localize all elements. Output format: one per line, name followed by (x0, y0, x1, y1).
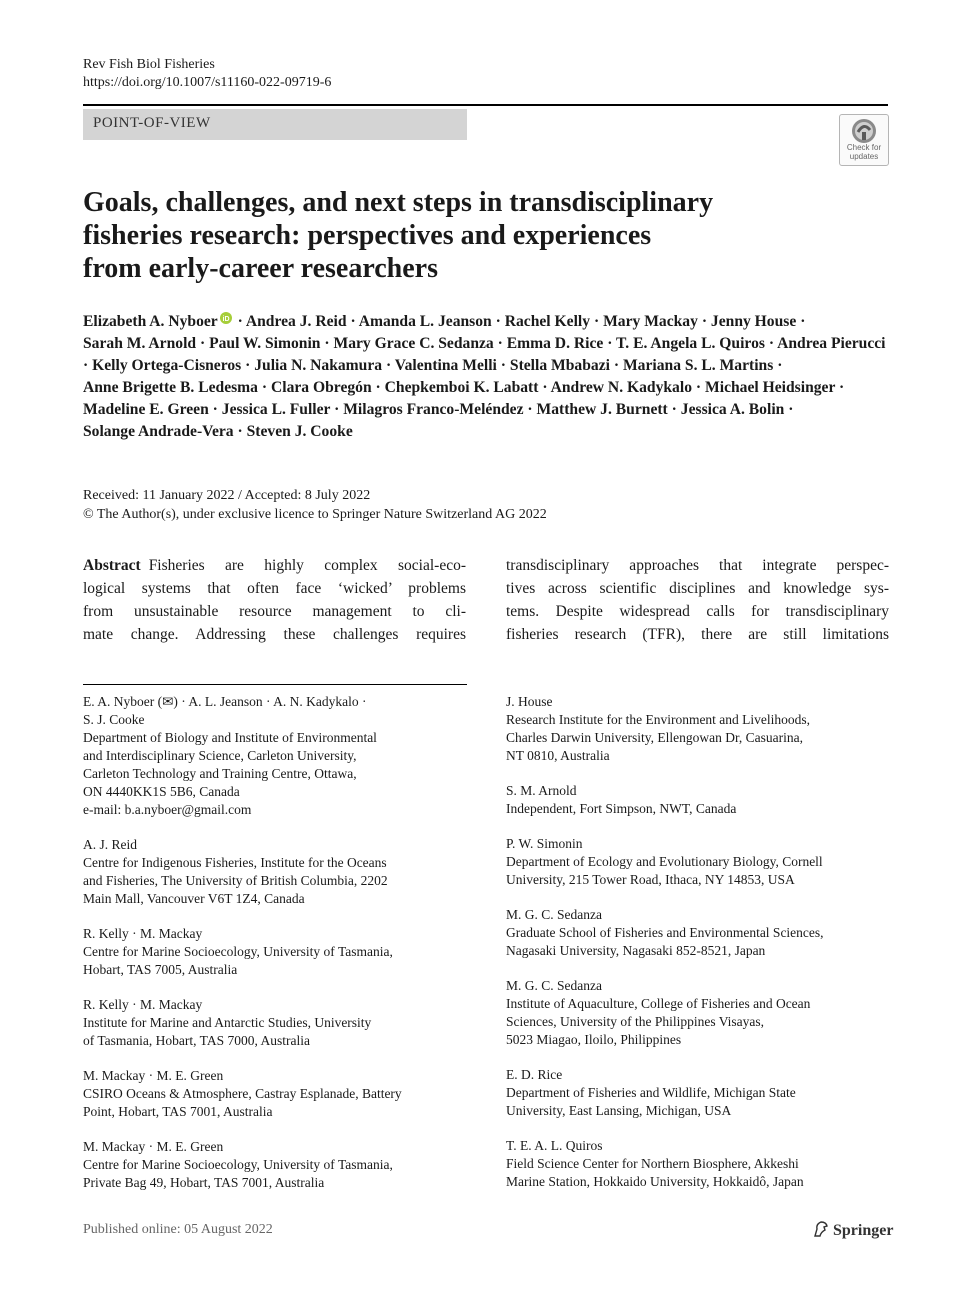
author-name[interactable]: Rachel Kelly (504, 313, 591, 330)
author-name[interactable]: Mary Grace C. Sedanza (333, 335, 494, 352)
author-name[interactable]: Anne Brigette B. Ledesma (83, 379, 258, 396)
author-name[interactable]: Kelly Ortega-Cisneros (92, 357, 242, 374)
affiliation-line: Main Mall, Vancouver V6T 1Z4, Canada (83, 891, 305, 906)
author-separator: · (497, 335, 503, 352)
author-name[interactable]: Paul W. Simonin (209, 335, 321, 352)
affiliation-line: Department of Fisheries and Wildlife, Michigan State (506, 1085, 796, 1100)
affiliation-block (506, 782, 896, 818)
author-name[interactable]: Elizabeth A. Nyboer (83, 313, 218, 330)
affiliation-block (83, 996, 473, 1050)
affiliation-block (506, 835, 896, 889)
affiliation-line: Marine Station, Hokkaido University, Hokkaidô, Japan (506, 1174, 804, 1189)
springer-horse-icon (812, 1220, 830, 1238)
author-name[interactable]: Andrew N. Kadykalo (550, 379, 692, 396)
affiliation-line: Charles Darwin University, Ellengowan Dr, Casuarina, (506, 730, 804, 745)
affiliation-line: Sciences, University of the Philippines Visayas, (506, 1014, 765, 1029)
affiliation-line: Institute of Aquaculture, College of Fisheries and Ocean (506, 996, 811, 1011)
title-line-2: fisheries research: perspectives and experiences (83, 220, 652, 251)
affiliation-block (83, 925, 473, 979)
affiliations-right (506, 693, 896, 1208)
affiliation-authors: A. J. Reid (83, 837, 137, 852)
affiliation-line: Department of Biology and Institute of Environmental (83, 730, 377, 745)
author-name[interactable]: Emma D. Rice (506, 335, 604, 352)
affiliation-line: University, 215 Tower Road, Ithaca, NY 14853, USA (506, 872, 795, 887)
affiliation-authors: M. Mackay · M. E. Green (83, 1139, 224, 1154)
author-separator: · (695, 379, 702, 396)
check-for-updates-badge[interactable] (839, 114, 889, 166)
author-name[interactable]: Clara Obregón (271, 379, 372, 396)
affiliation-line: Point, Hobart, TAS 7001, Australia (83, 1104, 273, 1119)
affiliation-line: ON 4440KK1S 5B6, Canada (83, 784, 240, 799)
article-title (83, 186, 783, 285)
author-name[interactable]: Valentina Melli (394, 357, 497, 374)
author-separator: · (237, 423, 243, 440)
affiliation-line: NT 0810, Australia (506, 748, 610, 763)
doi-link[interactable]: https://doi.org/10.1007/s11160-022-09719-6 (83, 75, 332, 90)
abstract-heading: Abstract (83, 557, 141, 574)
author-separator: · (777, 357, 783, 374)
author-separator: · (800, 313, 806, 330)
affiliation-line: and Interdisciplinary Science, Carleton University, (83, 748, 357, 763)
affiliation-line: of Tasmania, Hobart, TAS 7000, Australia (83, 1033, 310, 1048)
author-name[interactable]: Michael Heidsinger (705, 379, 836, 396)
author-separator: · (350, 313, 356, 330)
author-name[interactable]: Amanda L. Jeanson (358, 313, 492, 330)
affiliation-authors: R. Kelly · M. Mackay (83, 926, 203, 941)
affiliation-line: Centre for Indigenous Fisheries, Institute for the Oceans (83, 855, 387, 870)
affiliation-line: Independent, Fort Simpson, NWT, Canada (506, 801, 737, 816)
affiliation-block (506, 1066, 896, 1120)
affiliation-line: Centre for Marine Socioecology, University of Tasmania, (83, 1157, 393, 1172)
affiliation-authors: M. Mackay · M. E. Green (83, 1068, 224, 1083)
publisher-name: Springer (833, 1222, 894, 1239)
affiliation-line: Carleton Technology and Training Centre, Ottawa, (83, 766, 357, 781)
affiliation-authors: M. G. C. Sedanza (506, 978, 602, 993)
affiliations-left (83, 693, 473, 1209)
title-line-3: from early-career researchers (83, 253, 439, 284)
author-separator: · (593, 313, 600, 330)
author-name[interactable]: Andrea Pierucci (777, 335, 886, 352)
author-name[interactable]: T. E. Angela L. Quiros (616, 335, 765, 352)
affiliation-line: Graduate School of Fisheries and Environmental Sciences, (506, 925, 824, 940)
author-separator: · (613, 357, 620, 374)
abstract-line: transdisciplinary approaches that integrate perspec- (506, 557, 889, 574)
author-separator: · (334, 401, 340, 418)
affiliation-block (506, 977, 896, 1049)
abstract-line: tems. Despite widespread calls for transdisciplinary (506, 603, 889, 620)
check-updates-line1: Check for (846, 143, 882, 152)
author-name[interactable]: Steven J. Cooke (246, 423, 353, 440)
check-updates-line2: updates (849, 152, 879, 161)
affiliation-block (83, 836, 473, 908)
author-separator: · (788, 401, 794, 418)
author-separator: · (261, 379, 268, 396)
author-name[interactable]: Jessica L. Fuller (221, 401, 331, 418)
author-separator: · (768, 335, 775, 352)
abstract-line: mate change. Addressing these challenges requires (83, 626, 466, 643)
author-separator: · (375, 379, 381, 396)
affiliation-authors: E. A. Nyboer (✉) · A. L. Jeanson · A. N. Kadykalo · (83, 694, 367, 709)
affiliation-authors: E. D. Rice (506, 1067, 563, 1082)
author-name[interactable]: Mary Mackay (603, 313, 698, 330)
affiliation-block (83, 693, 473, 819)
author-separator: · (237, 313, 243, 330)
affiliation-line: and Fisheries, The University of British Columbia, 2202 (83, 873, 388, 888)
affiliation-line: CSIRO Oceans & Atmosphere, Castray Esplanade, Battery (83, 1086, 402, 1101)
author-name[interactable]: Jessica A. Bolin (680, 401, 785, 418)
author-separator: · (671, 401, 677, 418)
affiliation-authors: M. G. C. Sedanza (506, 907, 602, 922)
author-separator: · (500, 357, 506, 374)
affiliation-line: 5023 Miagao, Iloilo, Philippines (506, 1032, 682, 1047)
author-separator: · (245, 357, 251, 374)
affiliation-authors: T. E. A. L. Quiros (506, 1138, 603, 1153)
affiliation-block (506, 693, 896, 765)
check-updates-icon (851, 118, 877, 144)
email-address[interactable]: e-mail: b.a.nyboer@gmail.com (83, 802, 252, 817)
affiliation-line: Hobart, TAS 7005, Australia (83, 962, 238, 977)
affiliation-block (83, 1138, 473, 1192)
published-date: Published online: 05 August 2022 (83, 1222, 273, 1237)
affiliation-line: Centre for Marine Socioecology, University of Tasmania, (83, 944, 393, 959)
author-name[interactable]: Mariana S. L. Martins (622, 357, 774, 374)
author-separator: · (83, 357, 89, 374)
article-type-banner (83, 109, 467, 140)
author-separator: · (839, 379, 845, 396)
author-name[interactable]: Andrea J. Reid (245, 313, 347, 330)
affiliation-line: Private Bag 49, Hobart, TAS 7001, Australia (83, 1175, 325, 1190)
author-separator: · (385, 357, 392, 374)
affiliation-authors: S. J. Cooke (83, 712, 145, 727)
author-list (83, 311, 893, 443)
affiliation-block (506, 906, 896, 960)
author-name[interactable]: Sarah M. Arnold (83, 335, 197, 352)
author-name[interactable]: Solange Andrade-Vera (83, 423, 234, 440)
affiliation-authors: R. Kelly · M. Mackay (83, 997, 203, 1012)
affiliation-line: Nagasaki University, Nagasaki 852-8521, Japan (506, 943, 766, 958)
affiliation-block (83, 1067, 473, 1121)
author-name[interactable]: Jenny House (710, 313, 797, 330)
affiliation-line: University, East Lansing, Michigan, USA (506, 1103, 732, 1118)
affiliation-authors: J. House (506, 694, 553, 709)
author-name[interactable]: Chepkemboi K. Labatt (384, 379, 539, 396)
author-name[interactable]: Milagros Franco-Meléndez (343, 401, 524, 418)
abstract-line: tives across scientific disciplines and knowledge sys- (506, 580, 889, 597)
abstract-line: from unsustainable resource management to cli- (83, 603, 466, 620)
dates-block (83, 486, 547, 524)
author-name[interactable]: Matthew J. Burnett (536, 401, 668, 418)
title-line-1: Goals, challenges, and next steps in transdisciplinary (83, 187, 714, 218)
affiliation-block (506, 1137, 896, 1191)
received-accepted: Received: 11 January 2022 / Accepted: 8 July 2022 (83, 488, 371, 503)
copyright: © The Author(s), under exclusive licence to Springer Nature Switzerland AG 2022 (83, 507, 547, 522)
abstract-line: Fisheries are highly complex social-eco- (148, 557, 466, 574)
author-separator: · (527, 401, 533, 418)
svg-text:iD: iD (222, 316, 230, 323)
affiliation-line: Research Institute for the Environment and Livelihoods, (506, 712, 811, 727)
footnote-rule (83, 684, 467, 685)
author-separator: · (495, 313, 501, 330)
abstract-line: fisheries research (TFR), there are still limitations (506, 626, 889, 643)
abstract-column-2 (506, 554, 889, 646)
author-separator: · (199, 335, 206, 352)
author-name[interactable]: Julia N. Nakamura (254, 357, 383, 374)
author-separator: · (542, 379, 548, 396)
affiliation-authors: P. W. Simonin (506, 836, 583, 851)
publisher-logo (812, 1220, 893, 1240)
abstract-line: logical systems that often face ‘wicked’ problems (83, 580, 466, 597)
article-type: POINT-OF-VIEW (93, 115, 211, 131)
author-name[interactable]: Madeline E. Green (83, 401, 209, 418)
journal-name: Rev Fish Biol Fisheries (83, 57, 215, 72)
author-separator: · (701, 313, 708, 330)
author-name[interactable]: Stella Mbabazi (509, 357, 610, 374)
author-separator: · (212, 401, 218, 418)
affiliation-line: Institute for Marine and Antarctic Studies, University (83, 1015, 372, 1030)
orcid-icon[interactable] (220, 312, 232, 324)
author-separator: · (324, 335, 330, 352)
affiliation-authors: S. M. Arnold (506, 783, 577, 798)
author-separator: · (607, 335, 613, 352)
affiliation-line: Department of Ecology and Evolutionary Biology, Cornell (506, 854, 823, 869)
abstract-column-1 (83, 554, 466, 646)
header-rule (83, 104, 888, 106)
affiliation-line: Field Science Center for Northern Biosphere, Akkeshi (506, 1156, 799, 1171)
journal-header (83, 56, 331, 92)
